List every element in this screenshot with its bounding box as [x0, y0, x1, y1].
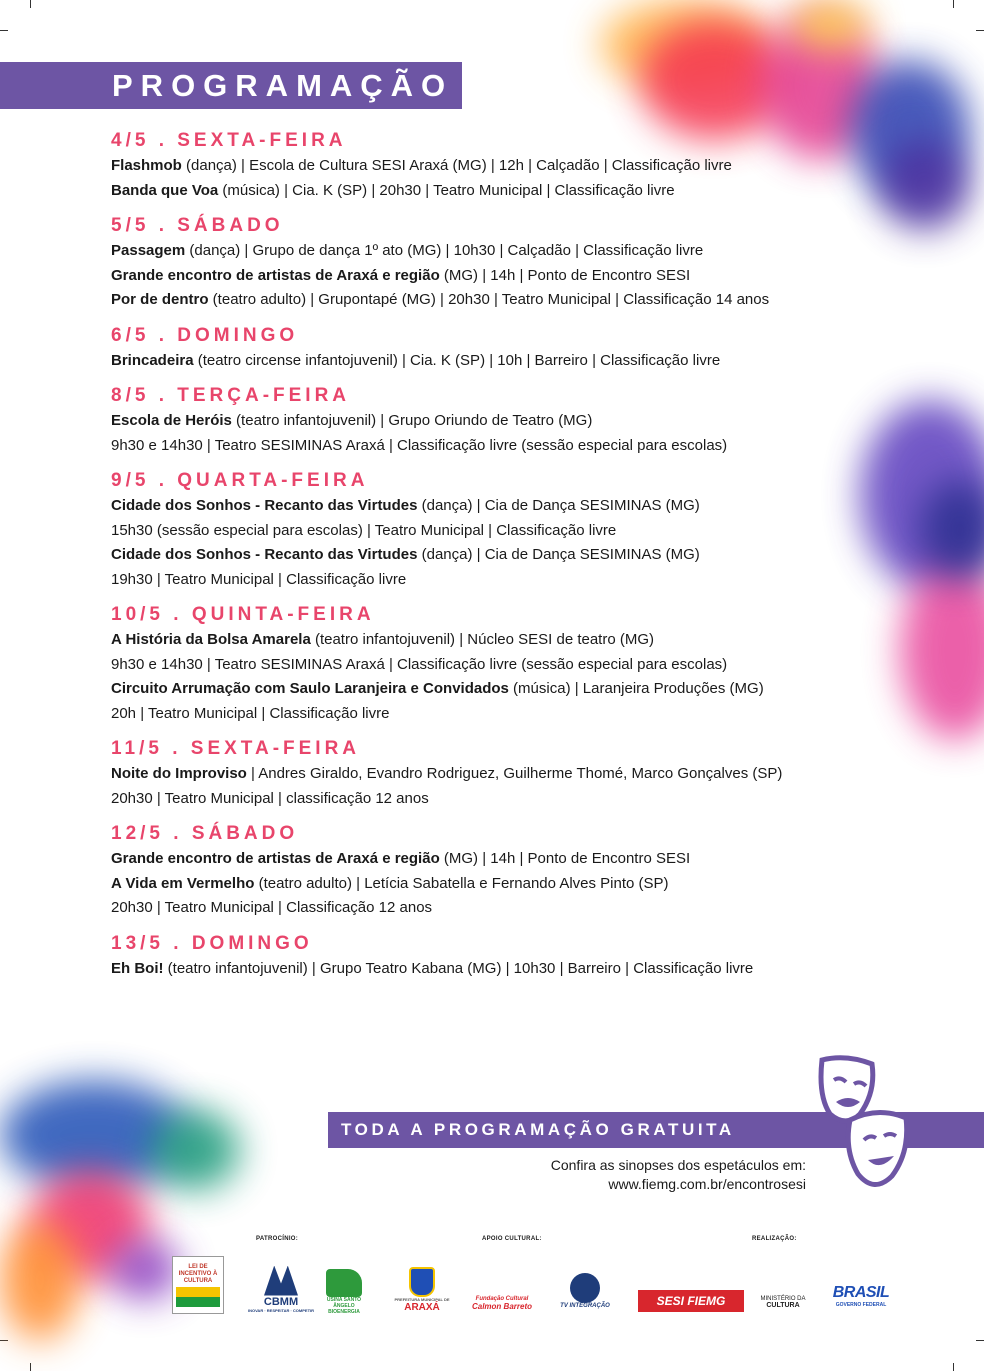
- event-line: [111, 702, 901, 727]
- event-line: [111, 677, 901, 702]
- day-title: 5/5 . SÁBADO: [111, 215, 284, 236]
- cbmm-subtext: INOVAR · RESPEITAR · COMPETIR: [247, 1307, 315, 1313]
- page-title: PROGRAMAÇÃO: [112, 68, 454, 103]
- day-section: [111, 736, 901, 811]
- event-details: 20h30 | Teatro Municipal | classificação 12 anos: [111, 789, 429, 807]
- day-section: [111, 213, 901, 313]
- day-section: [111, 128, 901, 203]
- theater-masks-icon: [816, 1052, 910, 1194]
- event-title: Cidade dos Sonhos - Recanto das Virtudes: [111, 497, 418, 514]
- day-title: 13/5 . DOMINGO: [111, 932, 313, 954]
- day-title: 12/5 . SÁBADO: [111, 823, 299, 844]
- event-title: Escola de Heróis: [111, 412, 232, 429]
- event-title: Circuito Arrumação com Saulo Laranjeira e Convidados: [111, 680, 509, 697]
- event-details: (dança) | Grupo de dança 1º ato (MG) | 10h30 | Calçadão | Classificação livre: [185, 242, 704, 259]
- brasil-governo-logo: [818, 1278, 904, 1314]
- event-details: (teatro adulto) | Grupontapé (MG) | 20h30 | Teatro Municipal | Classificação 14 anos: [208, 291, 770, 308]
- realization-label: REALIZAÇÃO:: [752, 1236, 797, 1242]
- event-line: [111, 154, 901, 179]
- event-details: 19h30 | Teatro Municipal | Classificação livre: [111, 570, 407, 588]
- event-line: [111, 179, 901, 204]
- lei-incentivo-logo: [172, 1256, 224, 1314]
- event-details: (dança) | Cia de Dança SESIMINAS (MG): [417, 546, 700, 563]
- crop-mark: [976, 30, 984, 31]
- event-details: 20h30 | Teatro Municipal | Classificação 12 anos: [111, 899, 433, 916]
- event-line: [111, 568, 901, 593]
- event-line: [111, 519, 901, 544]
- calmon-barreto-logo: [462, 1290, 542, 1316]
- event-line: [111, 957, 901, 982]
- araxa-logo: [392, 1262, 452, 1318]
- event-details: (teatro infantojuvenil) | Grupo Oriundo de Teatro (MG): [231, 412, 593, 429]
- ministerio-line2: CULTURA: [766, 1301, 800, 1309]
- day-section: [111, 383, 901, 458]
- event-details: 20h | Teatro Municipal | Classificação livre: [111, 704, 390, 722]
- sponsorship-label: PATROCÍNIO:: [256, 1236, 299, 1242]
- day-section: [111, 602, 901, 726]
- event-title: Grande encontro de artistas de Araxá e região: [111, 850, 440, 867]
- event-line: [111, 872, 901, 897]
- event-details: | Andres Giraldo, Evandro Rodriguez, Guilherme Thomé, Marco Gonçalves (SP): [246, 765, 783, 782]
- synopsis-text: Confira as sinopses dos espetáculos em:: [550, 1157, 806, 1173]
- crop-mark: [0, 30, 8, 31]
- crop-mark: [976, 1340, 984, 1341]
- usina-logo: [316, 1268, 372, 1316]
- event-title: A História da Bolsa Amarela: [111, 631, 311, 648]
- event-line: [111, 543, 901, 568]
- day-section: [111, 323, 901, 374]
- event-title: Flashmob: [111, 157, 182, 174]
- cbmm-logo: [246, 1262, 316, 1316]
- event-details: (MG) | 14h | Ponto de Encontro SESI: [439, 850, 691, 867]
- event-title: Eh Boi!: [111, 959, 164, 977]
- event-line: [111, 239, 901, 264]
- synopsis-link[interactable]: www.fiemg.com.br/encontrosesi: [608, 1176, 806, 1192]
- brasil-subtext: GOVERNO FEDERAL: [835, 1302, 887, 1308]
- program-schedule: [111, 128, 901, 991]
- lei-incentivo-text: LEI DE INCENTIVO À CULTURA: [178, 1263, 218, 1284]
- day-title: 9/5 . QUARTA-FEIRA: [111, 470, 369, 491]
- event-line: [111, 653, 901, 678]
- ministerio-line1: MINISTÉRIO DA: [760, 1295, 806, 1302]
- flag-stripe: [176, 1287, 220, 1297]
- day-title: 10/5 . QUINTA-FEIRA: [111, 604, 375, 625]
- araxa-text: ARAXÁ: [404, 1302, 440, 1313]
- usina-mark-icon: [326, 1269, 362, 1297]
- day-title: 11/5 . SEXTA-FEIRA: [111, 738, 361, 759]
- cultural-support-label: APOIO CULTURAL:: [482, 1236, 542, 1242]
- event-details: 9h30 e 14h30 | Teatro SESIMINAS Araxá | Classificação livre (sessão especial para escolas): [111, 655, 728, 673]
- araxa-crest-icon: [409, 1267, 435, 1297]
- event-details: (dança) | Escola de Cultura SESI Araxá (MG) | 12h | Calçadão | Classificação livre: [181, 157, 732, 174]
- event-details: (música) | Laranjeira Produções (MG): [508, 680, 764, 697]
- event-title: Por de dentro: [111, 291, 209, 308]
- event-details: 15h30 (sessão especial para escolas) | Teatro Municipal | Classificação livre: [111, 521, 617, 539]
- event-details: (música) | Cia. K (SP) | 20h30 | Teatro Municipal | Classificação livre: [218, 181, 675, 199]
- event-line: [111, 434, 901, 459]
- event-line: [111, 264, 901, 289]
- event-line: [111, 409, 901, 434]
- event-details: (dança) | Cia de Dança SESIMINAS (MG): [417, 497, 700, 514]
- event-line: [111, 349, 901, 374]
- event-details: (MG) | 14h | Ponto de Encontro SESI: [439, 266, 691, 284]
- day-title: 4/5 . SEXTA-FEIRA: [111, 130, 347, 151]
- sesi-fiemg-logo: [638, 1290, 744, 1312]
- day-title: 8/5 . TERÇA-FEIRA: [111, 385, 351, 406]
- event-line: [111, 787, 901, 812]
- free-program-text: TODA A PROGRAMAÇÃO GRATUITA: [341, 1120, 735, 1139]
- event-details: (teatro adulto) | Letícia Sabatella e Fernando Alves Pinto (SP): [254, 874, 669, 892]
- crop-mark: [30, 0, 31, 8]
- event-line: [111, 628, 901, 653]
- cbmm-text: CBMM: [263, 1295, 299, 1308]
- event-line: [111, 288, 901, 313]
- ministerio-cultura-logo: [752, 1292, 814, 1312]
- tv-integracao-logo: [552, 1266, 618, 1316]
- crop-mark: [953, 0, 954, 8]
- day-section: [111, 931, 901, 982]
- event-title: Passagem: [111, 242, 186, 259]
- event-details: (teatro infantojuvenil) | Grupo Teatro Kabana (MG) | 10h30 | Barreiro | Classificação livre: [163, 959, 754, 977]
- day-section: [111, 821, 901, 921]
- event-details: 9h30 e 14h30 | Teatro SESIMINAS Araxá | Classificação livre (sessão especial para escolas): [111, 436, 728, 454]
- event-line: [111, 847, 901, 872]
- event-details: (teatro circense infantojuvenil) | Cia. K (SP) | 10h | Barreiro | Classificação livre: [193, 351, 721, 369]
- event-title: Noite do Improviso: [111, 765, 247, 782]
- crop-mark: [0, 1340, 8, 1341]
- tv-integracao-text: TV INTEGRAÇÃO: [560, 1303, 610, 1309]
- event-line: [111, 494, 901, 519]
- brasil-text: BRASIL: [832, 1284, 890, 1301]
- day-section: [111, 468, 901, 592]
- event-line: [111, 762, 901, 787]
- event-title: Banda que Voa: [111, 181, 219, 199]
- flag-stripe: [176, 1297, 220, 1307]
- sesi-fiemg-text: SESI FIEMG: [656, 1294, 726, 1308]
- calmon-line2: Calmon Barreto: [471, 1301, 532, 1311]
- synopsis-note: [551, 1156, 806, 1194]
- usina-text: USINA SANTO ÂNGELO: [326, 1297, 362, 1309]
- event-title: Cidade dos Sonhos - Recanto das Virtudes: [111, 546, 418, 563]
- crop-mark: [30, 1363, 31, 1371]
- event-details: (teatro infantojuvenil) | Núcleo SESI de teatro (MG): [310, 631, 655, 648]
- event-title: Brincadeira: [111, 351, 194, 369]
- event-line: [111, 896, 901, 921]
- event-title: Grande encontro de artistas de Araxá e região: [111, 266, 440, 284]
- calmon-line1: Fundação Cultural: [475, 1295, 529, 1302]
- usina-subtext: BIOENERGIA: [328, 1309, 360, 1315]
- tv-integracao-mark-icon: [570, 1273, 600, 1303]
- day-title: 6/5 . DOMINGO: [111, 324, 299, 346]
- araxa-subtext: PREFEITURA MUNICIPAL DE: [394, 1297, 450, 1302]
- crop-mark: [953, 1363, 954, 1371]
- cbmm-mark-icon: [264, 1266, 298, 1296]
- event-title: A Vida em Vermelho: [111, 874, 255, 892]
